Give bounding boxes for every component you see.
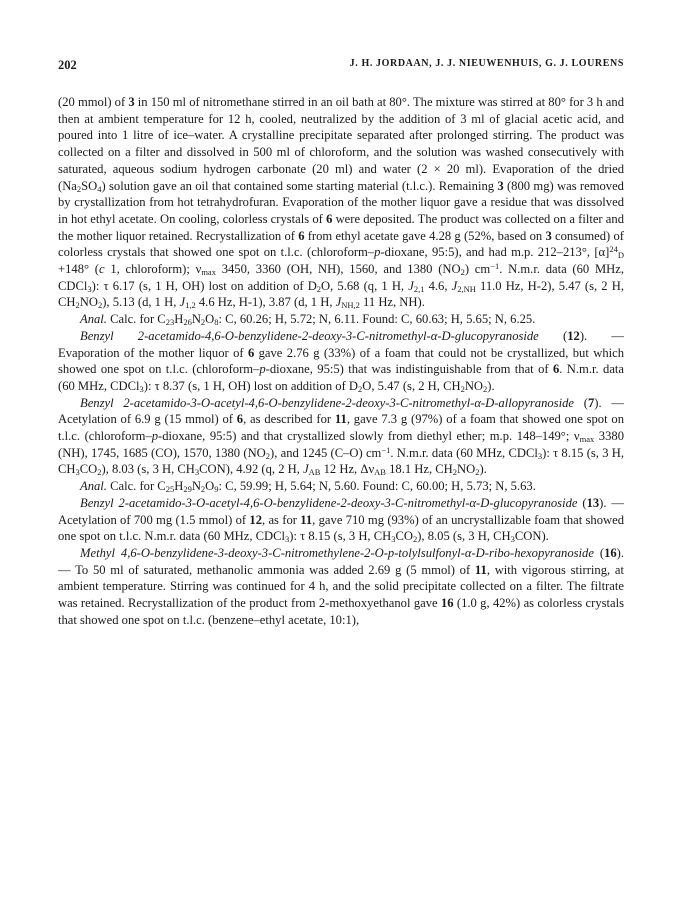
text-run: were deposited. The product was collected on a filter and the mother liquor retained. Recrystallization of [58, 211, 624, 243]
text-run: p [151, 429, 159, 444]
journal-page [58, 58, 624, 629]
subscript: 2 [460, 383, 465, 394]
text-run: Benzyl 2-acetamido-3-O-acetyl-4,6-O-benzylidene-2-deoxy-3-C-nitromethyl-α-D-glucopyranoside [80, 495, 578, 510]
compound-number: 6 [298, 228, 305, 243]
text-run: 18.1 Hz, CH [385, 462, 453, 477]
text-run: ( [577, 495, 587, 510]
compound-number: 13 [586, 495, 600, 510]
text-run: ): τ 8.15 (s, 3 H, CH [289, 529, 392, 544]
subscript: 9 [214, 484, 219, 495]
subscript: max [579, 434, 595, 445]
subscript: 3 [75, 467, 80, 478]
compound-number: 3 [545, 228, 552, 243]
text-run: CO [79, 462, 98, 477]
subscript: 1,2 [185, 300, 196, 311]
text-run: ). — Acetylation of 700 mg (1.5 mmol) of [58, 495, 624, 527]
subscript: 2 [75, 300, 80, 311]
subscript: 2 [475, 467, 480, 478]
text-run: J [303, 462, 309, 477]
paragraph [58, 94, 624, 311]
text-run: : C, 60.26; H, 5.72; N, 6.11. Found: C, 60.63; H, 5.65; N, 6.25. [218, 312, 536, 327]
text-run: ), 8.05 (s, 3 H, CH [417, 529, 511, 544]
subscript: 2 [97, 300, 103, 311]
subscript: 2 [452, 467, 458, 478]
subscript: 2 [265, 450, 271, 461]
compound-number: 16 [604, 545, 617, 560]
text-run: SO [81, 178, 98, 193]
compound-number: 16 [440, 596, 454, 611]
text-run: - [509, 545, 515, 560]
superscript: −1 [490, 261, 500, 272]
text-run: H [174, 312, 184, 327]
subscript: 23 [165, 317, 175, 328]
text-run: N [191, 479, 201, 494]
compound-number: 12 [567, 328, 580, 343]
paragraph [58, 495, 624, 545]
text-run: ) cm [464, 262, 491, 277]
text-run: Benzyl 2-acetamido-4,6-O-benzylidene-2-deoxy-3-C-nitromethyl-α-D-glucopyranoside [80, 328, 539, 343]
compound-number: 6 [247, 345, 255, 360]
text-run: CON), 4.92 (q, 2 H, [199, 462, 304, 477]
text-run: ), 8.03 (s, 3 H, CH [101, 462, 195, 477]
subscript: 3 [285, 534, 290, 545]
text-run: O, 5.47 (s, 2 H, CH [362, 378, 461, 393]
subscript: 2 [316, 283, 322, 294]
subscript: 3 [194, 467, 200, 478]
subscript: 2 [200, 317, 206, 328]
text-run: ), and 1245 (C–O) cm [270, 445, 382, 460]
compound-number: 11 [474, 562, 487, 577]
text-run: gave 2.76 g (33%) of a foam that could not be crystallized, but which showed one spot on t.l.c. (chloroform– [58, 345, 624, 377]
paragraph [58, 395, 624, 479]
compound-number: 6 [326, 211, 333, 226]
text-run: 12 Hz, Δν [320, 462, 375, 477]
subscript: 26 [183, 317, 192, 328]
text-run: CO [395, 529, 413, 544]
superscript: −1 [381, 444, 391, 455]
subscript: 2 [76, 183, 82, 194]
text-run: NO [464, 378, 484, 393]
page-number: 202 [58, 58, 77, 72]
text-run: , gave 710 mg (93%) of an uncrystallizable foam that showed one spot on t.l.c. N.m.r. data (60 MHz, CDCl [58, 512, 624, 544]
text-run: O [205, 312, 215, 327]
text-run: , as described for [243, 412, 335, 427]
text-run: (20 mmol) of [58, 95, 129, 109]
text-run: ): τ 8.37 (s, 1 H, OH) lost on addition of D [143, 378, 359, 393]
compound-number: 6 [236, 412, 244, 427]
text-run: 4.6 Hz, H-1), 3.87 (d, 1 H, [195, 295, 336, 310]
subscript: 2 [200, 484, 206, 495]
text-run: 11.0 Hz, H-2), 5.47 (s, 2 H, CH [58, 278, 624, 310]
text-run: , with vigorous stirring, at ambient temperature. Stirring was continued for 4 h, and the solid precipitate collected on a filter. The filtrate was retained. Recrystallization of the product from 2-methoxyethanol gave [58, 562, 624, 611]
text-run: 1, chloroform); ν [104, 262, 202, 277]
text-run: J [335, 295, 342, 310]
superscript: 24 [609, 244, 618, 255]
subscript: 2 [483, 383, 488, 394]
subscript: 3 [510, 534, 515, 545]
compound-number: 6 [552, 362, 560, 377]
text-run: , gave 7.3 g (97%) of a foam that showed one spot on t.l.c. (chloroform– [58, 412, 625, 444]
text-run: ). [479, 462, 487, 477]
text-run: ). — To 50 ml of saturated, methanolic ammonia was added 2.69 g (5 mmol) of [58, 545, 624, 577]
text-run: Benzyl 2-acetamido-3-O-acetyl-4,6-O-benzylidene-2-deoxy-3-C-nitromethyl-α-D-allopyranoside [80, 395, 574, 410]
text-run: consumed) of colorless crystals that showed one spot on t.l.c. (chloroform– [58, 228, 624, 260]
text-run: . N.m.r. data (60 MHz, CDCl [390, 445, 538, 460]
subscript: 2 [460, 267, 465, 278]
text-run: from ethyl acetate gave 4.28 g (52%, based on [304, 228, 546, 243]
text-run: hexopyranoside [514, 545, 594, 560]
subscript: 4 [97, 183, 102, 194]
subscript: 2,NH [457, 283, 476, 294]
text-run: O [205, 479, 215, 494]
text-run: Calc. for C [106, 479, 166, 494]
text-run: (1.0 g, 42%) as colorless crystals that showed one spot on t.l.c. (benzene–ethyl acetate, 10:1), [58, 596, 624, 627]
text-run: (800 mg) was removed by crystallization from hot tetrahydrofuran. Evaporation of the mother liquor gave a residue that was dissolved in hot ethyl acetate. On cooling, colorless crystals of [58, 178, 624, 226]
text-run: 3380 (NH), 1745, 1685 (CO), 1570, 1380 (NO [58, 429, 624, 460]
text-run: in 150 ml of nitromethane stirred in an oil bath at 80°. The mixture was stirred at 80° for 3 h and then at ambient temperature for 12 h, cooled, neutralized by the addition of 3 ml of glacial acetic acid, and poured into 1 litre of ice–water. A crystalline precipitate separated after prolonged stirring. The product was collected on a filter and dissolved in 500 ml of chloroform, and the solution was washed consecutively with saturated, aqueous sodium hydrogen carbonate (20 ml) and water (2 × 20 ml). Evaporation of the dried (Na [58, 95, 624, 193]
subscript: 2 [358, 383, 363, 394]
text-run: J [179, 295, 186, 310]
subscript: AB [374, 467, 386, 478]
text-run: 11 Hz, NH). [359, 295, 425, 310]
paragraph [58, 311, 624, 328]
text-run: Methyl 4,6-O-benzylidene-3-deoxy-3-C-nitromethylene-2-O-p-tolylsulfonyl-α-D- [80, 545, 489, 560]
text-run: p [374, 245, 381, 260]
running-head-authors: J. H. JORDAAN, J. J. NIEUWENHUIS, G. J. LOURENS [349, 58, 624, 69]
subscript: 2,1 [413, 283, 425, 294]
text-run: ). [487, 378, 495, 393]
subscript: 29 [183, 484, 192, 495]
text-run: J [451, 278, 458, 293]
text-run: Anal. [80, 479, 107, 494]
text-run: : C, 59.99; H, 5.64; N, 5.60. Found: C, 60.00; H, 5.73; N, 5.63. [218, 479, 536, 494]
body-text [58, 94, 624, 629]
text-run: ( [538, 328, 568, 343]
text-run: -dioxane, 95:5), and had m.p. 212–213°, [α] [380, 245, 610, 260]
compound-number: 12 [249, 512, 262, 527]
compound-number: 7 [587, 395, 595, 410]
paragraph [58, 328, 624, 395]
text-run: N [191, 312, 201, 327]
text-run: NO [79, 295, 98, 310]
text-run: J [408, 278, 414, 293]
text-run: 4.6, [424, 278, 452, 293]
subscript: NH,2 [341, 300, 360, 311]
subscript: 3 [391, 534, 396, 545]
running-head [58, 58, 624, 74]
text-run: ). — Evaporation of the mother liquor of [58, 328, 624, 360]
subscript: max [201, 267, 216, 278]
text-run: -dioxane, 95:5) that was indistinguishable from that of [265, 362, 553, 377]
subscript: 2 [97, 467, 102, 478]
compound-number: 3 [128, 95, 135, 109]
text-run: CON). [514, 529, 549, 544]
text-run: p [259, 362, 266, 377]
text-run: ). — Acetylation of 6.9 g (15 mmol) of [58, 395, 624, 427]
text-run: 3450, 3360 (OH, NH), 1560, and 1380 (NO [215, 262, 461, 277]
text-run: . N.m.r. data (60 MHz, CDCl [58, 262, 624, 293]
text-run: Calc. for C [106, 312, 166, 327]
text-run: NO [457, 462, 476, 477]
compound-number: 11 [334, 412, 347, 427]
text-run: ): τ 6.17 (s, 1 H, OH) lost on addition of D [91, 278, 317, 293]
subscript: 8 [214, 317, 219, 328]
text-run: -dioxane, 95:5) and that crystallized slowly from diethyl ether; m.p. 148–149°; ν [158, 429, 580, 444]
subscript: 3 [537, 450, 543, 461]
subscript: 2 [412, 534, 418, 545]
compound-number: 11 [300, 512, 313, 527]
text-run: H [174, 479, 184, 494]
compound-number: 3 [497, 178, 504, 193]
subscript: D [617, 250, 624, 261]
text-run: ( [593, 545, 605, 560]
text-run: , as for [262, 512, 301, 527]
text-run: ( [573, 395, 588, 410]
text-run: ribo [488, 545, 510, 560]
text-run: . N.m.r. data (60 MHz, CDCl [58, 362, 625, 393]
text-run: Anal. [80, 312, 107, 327]
paragraph [58, 478, 624, 495]
subscript: 3 [87, 283, 92, 294]
subscript: 3 [139, 383, 144, 394]
text-run: O, 5.68 (q, 1 H, [321, 278, 409, 293]
subscript: 25 [165, 484, 175, 495]
text-run: ), 5.13 (d, 1 H, [102, 295, 180, 310]
text-run: +148° ( [58, 262, 99, 277]
subscript: AB [308, 467, 321, 478]
text-run: ): τ 8.15 (s, 3 H, CH [58, 445, 625, 477]
text-run: ) solution gave an oil that contained some starting material (t.l.c.). Remaining [101, 178, 498, 193]
text-run: c [98, 262, 105, 277]
paragraph [58, 545, 624, 629]
